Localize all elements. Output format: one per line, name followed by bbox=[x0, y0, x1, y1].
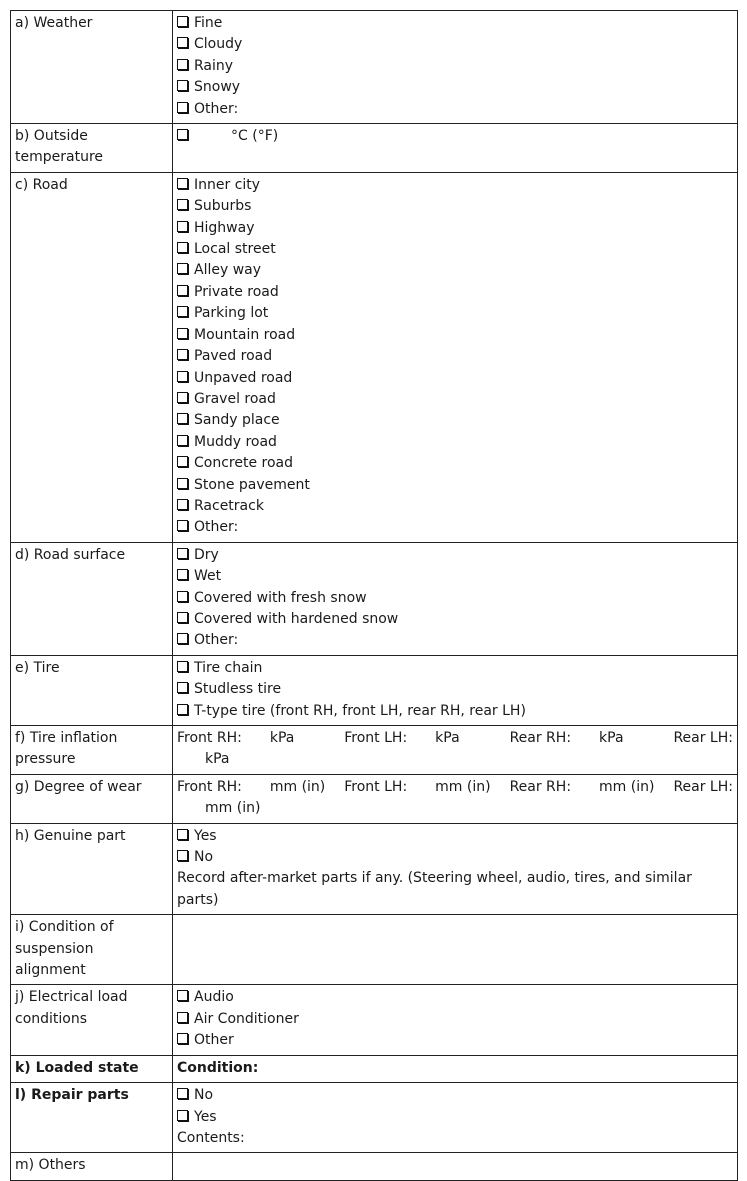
checkbox-option[interactable] bbox=[177, 282, 733, 303]
option-label: Fine bbox=[194, 15, 223, 31]
checkbox-option[interactable] bbox=[177, 701, 733, 722]
checkbox-icon[interactable] bbox=[177, 499, 188, 510]
rear-lh-pressure-field[interactable] bbox=[673, 728, 733, 749]
checkbox-icon[interactable] bbox=[177, 102, 188, 113]
checkbox-option[interactable] bbox=[177, 1030, 733, 1051]
tire-inflation-fields bbox=[173, 726, 738, 775]
row-electrical-load bbox=[11, 985, 738, 1055]
row-loaded-state bbox=[11, 1055, 738, 1082]
checkbox-option[interactable] bbox=[177, 609, 733, 630]
checkbox-icon[interactable] bbox=[177, 392, 188, 403]
checkbox-option[interactable] bbox=[177, 368, 733, 389]
option-label: Cloudy bbox=[194, 36, 243, 53]
option-label: Highway bbox=[194, 219, 255, 236]
checkbox-icon[interactable] bbox=[177, 59, 188, 70]
option-label: Studless tire bbox=[194, 681, 282, 698]
field-unit: kPa bbox=[599, 730, 624, 746]
option-label: Other bbox=[194, 1032, 234, 1049]
checkbox-icon[interactable] bbox=[177, 1012, 188, 1023]
checkbox-option[interactable] bbox=[177, 658, 733, 679]
row-label: j) Electrical load conditions bbox=[11, 985, 173, 1055]
checkbox-option[interactable] bbox=[177, 1009, 733, 1030]
checkbox-option[interactable] bbox=[177, 196, 733, 217]
condition-field[interactable] bbox=[173, 1055, 738, 1082]
checkbox-icon[interactable] bbox=[177, 1033, 188, 1044]
checkbox-icon[interactable] bbox=[177, 1110, 188, 1121]
row-outside-temperature bbox=[11, 124, 738, 173]
checkbox-option[interactable] bbox=[177, 847, 733, 868]
option-label: Unpaved road bbox=[194, 369, 293, 386]
front-rh-pressure-field[interactable] bbox=[177, 728, 294, 749]
checkbox-option[interactable] bbox=[177, 545, 733, 566]
checkbox-icon[interactable] bbox=[177, 850, 188, 861]
option-label: Audio bbox=[194, 989, 234, 1006]
checkbox-option[interactable] bbox=[177, 679, 733, 700]
checkbox-icon[interactable] bbox=[177, 306, 188, 317]
option-label: Tire chain bbox=[194, 659, 263, 676]
row-tire-inflation bbox=[11, 726, 738, 775]
checkbox-icon[interactable] bbox=[177, 16, 188, 27]
field-unit: mm (in) bbox=[599, 778, 655, 795]
field-label: Rear LH: bbox=[673, 730, 733, 746]
checkbox-icon[interactable] bbox=[177, 263, 188, 274]
checkbox-icon[interactable] bbox=[177, 349, 188, 360]
checkbox-icon[interactable] bbox=[177, 829, 188, 840]
option-label: Alley way bbox=[194, 262, 262, 279]
checkbox-option[interactable] bbox=[177, 239, 733, 260]
row-genuine-part bbox=[11, 823, 738, 915]
checkbox-icon[interactable] bbox=[177, 80, 188, 91]
suspension-entry-field[interactable] bbox=[173, 915, 738, 985]
option-label: Covered with hardened snow bbox=[194, 610, 399, 627]
field-label: Rear RH: bbox=[509, 730, 572, 746]
after-market-note: Record after-market parts if any. (Steering wheel, audio, tires, and similar parts) bbox=[177, 870, 692, 908]
checkbox-icon[interactable] bbox=[177, 591, 188, 602]
rear-rh-wear-field[interactable] bbox=[510, 777, 655, 798]
option-label: Wet bbox=[194, 568, 222, 585]
others-entry-field[interactable] bbox=[173, 1153, 738, 1180]
row-label: g) Degree of wear bbox=[11, 774, 173, 823]
tire-options bbox=[173, 655, 738, 725]
checkbox-option[interactable] bbox=[177, 77, 733, 98]
option-label: Inner city bbox=[194, 176, 261, 193]
option-label: Local street bbox=[194, 241, 276, 258]
road-options bbox=[173, 172, 738, 542]
wrapped-unit: kPa bbox=[205, 751, 230, 768]
checkbox-option[interactable] bbox=[177, 13, 733, 34]
field-unit: kPa bbox=[435, 730, 460, 746]
option-label: No bbox=[194, 1087, 214, 1104]
front-rh-wear-field[interactable] bbox=[177, 777, 325, 798]
checkbox-option[interactable] bbox=[177, 389, 733, 410]
field-label: Front RH: bbox=[177, 730, 242, 746]
option-label: Dry bbox=[194, 546, 219, 563]
checkbox-option[interactable] bbox=[177, 325, 733, 346]
checkbox-option[interactable] bbox=[177, 496, 733, 517]
checkbox-icon[interactable] bbox=[177, 633, 188, 644]
checkbox-icon[interactable] bbox=[177, 478, 188, 489]
checkbox-icon[interactable] bbox=[177, 199, 188, 210]
option-label: Concrete road bbox=[194, 455, 294, 472]
field-label: Rear LH: bbox=[673, 778, 733, 795]
row-road bbox=[11, 172, 738, 542]
option-label: Snowy bbox=[194, 79, 241, 96]
field-unit: kPa bbox=[269, 730, 295, 746]
checkbox-icon[interactable] bbox=[177, 569, 188, 580]
checkbox-option[interactable] bbox=[177, 175, 733, 196]
row-label: d) Road surface bbox=[11, 542, 173, 655]
option-label: Racetrack bbox=[194, 497, 264, 514]
front-lh-wear-field[interactable] bbox=[344, 777, 490, 798]
checkbox-option[interactable] bbox=[177, 566, 733, 587]
checkbox-icon[interactable] bbox=[177, 129, 188, 140]
checkbox-icon[interactable] bbox=[177, 612, 188, 623]
field-label: Rear RH: bbox=[509, 778, 572, 795]
rear-lh-wear-field[interactable] bbox=[673, 777, 733, 798]
checkbox-icon[interactable] bbox=[177, 371, 188, 382]
genuine-part-options bbox=[173, 823, 738, 915]
option-label: Rainy bbox=[194, 57, 234, 74]
checkbox-icon[interactable] bbox=[177, 990, 188, 1001]
option-label: Yes bbox=[194, 827, 217, 844]
checkbox-icon[interactable] bbox=[177, 548, 188, 559]
checkbox-option[interactable] bbox=[177, 34, 733, 55]
row-road-surface bbox=[11, 542, 738, 655]
road-surface-options bbox=[173, 542, 738, 655]
checkbox-icon[interactable] bbox=[177, 413, 188, 424]
checkbox-option[interactable] bbox=[177, 1085, 733, 1106]
row-tire bbox=[11, 655, 738, 725]
option-label: Sandy place bbox=[194, 412, 280, 429]
checkbox-icon[interactable] bbox=[177, 456, 188, 467]
checkbox-icon[interactable] bbox=[177, 328, 188, 339]
row-repair-parts bbox=[11, 1083, 738, 1153]
contents-label: Contents: bbox=[177, 1129, 245, 1146]
checkbox-icon[interactable] bbox=[177, 704, 188, 715]
checkbox-icon[interactable] bbox=[177, 661, 188, 672]
row-label: c) Road bbox=[11, 172, 173, 542]
condition-label: Condition: bbox=[177, 1059, 259, 1076]
checkbox-option[interactable] bbox=[177, 987, 733, 1008]
checkbox-icon[interactable] bbox=[177, 1088, 188, 1099]
checkbox-option[interactable] bbox=[177, 826, 733, 847]
option-label: Covered with fresh snow bbox=[194, 589, 367, 606]
option-label: Other: bbox=[194, 100, 239, 117]
option-label: T-type tire (front RH, front LH, rear RH, rear LH) bbox=[194, 702, 526, 719]
checkbox-icon[interactable] bbox=[177, 435, 188, 446]
wear-line bbox=[177, 777, 733, 798]
option-label: Parking lot bbox=[194, 305, 269, 322]
pressure-line bbox=[177, 728, 733, 749]
vehicle-condition-form bbox=[10, 10, 738, 1181]
checkbox-icon[interactable] bbox=[177, 520, 188, 531]
row-weather bbox=[11, 11, 738, 124]
temperature-field bbox=[173, 124, 738, 173]
front-lh-pressure-field[interactable] bbox=[344, 728, 459, 749]
checkbox-icon[interactable] bbox=[177, 682, 188, 693]
row-others bbox=[11, 1153, 738, 1180]
checkbox-option[interactable] bbox=[177, 453, 733, 474]
row-label: l) Repair parts bbox=[11, 1083, 173, 1153]
checkbox-option[interactable] bbox=[177, 1107, 733, 1128]
checkbox-option[interactable] bbox=[177, 588, 733, 609]
electrical-load-options bbox=[173, 985, 738, 1055]
row-label: b) Outside temperature bbox=[11, 124, 173, 173]
field-label: Front LH: bbox=[344, 730, 408, 746]
checkbox-icon[interactable] bbox=[177, 242, 188, 253]
option-label: Gravel road bbox=[194, 390, 276, 407]
option-label: Private road bbox=[194, 283, 279, 300]
checkbox-option[interactable] bbox=[177, 99, 733, 120]
option-label: Muddy road bbox=[194, 433, 277, 450]
checkbox-icon[interactable] bbox=[177, 285, 188, 296]
rear-rh-pressure-field[interactable] bbox=[510, 728, 624, 749]
field-label: Front RH: bbox=[177, 778, 242, 795]
row-label: f) Tire inflation pressure bbox=[11, 726, 173, 775]
row-label: h) Genuine part bbox=[11, 823, 173, 915]
checkbox-icon[interactable] bbox=[177, 178, 188, 189]
repair-parts-options bbox=[173, 1083, 738, 1153]
option-label: Paved road bbox=[194, 348, 273, 365]
row-degree-of-wear bbox=[11, 774, 738, 823]
row-label: m) Others bbox=[11, 1153, 173, 1180]
checkbox-icon[interactable] bbox=[177, 221, 188, 232]
option-label: Stone pavement bbox=[194, 476, 310, 493]
contents-field[interactable] bbox=[177, 1128, 733, 1149]
checkbox-option[interactable] bbox=[177, 126, 733, 147]
row-suspension-alignment bbox=[11, 915, 738, 985]
option-label: Mountain road bbox=[194, 326, 296, 343]
checkbox-option[interactable] bbox=[177, 260, 733, 281]
option-label: Yes bbox=[194, 1108, 217, 1125]
checkbox-icon[interactable] bbox=[177, 37, 188, 48]
row-label: i) Condition of suspension alignment bbox=[11, 915, 173, 985]
field-unit: mm (in) bbox=[435, 778, 491, 795]
degree-of-wear-fields bbox=[173, 774, 738, 823]
checkbox-option[interactable] bbox=[177, 218, 733, 239]
field-label: Front LH: bbox=[344, 778, 408, 795]
checkbox-option[interactable] bbox=[177, 475, 733, 496]
temperature-unit: °C (°F) bbox=[231, 128, 279, 145]
option-label: Air Conditioner bbox=[194, 1010, 299, 1027]
row-label: a) Weather bbox=[11, 11, 173, 124]
weather-options bbox=[173, 11, 738, 124]
option-label: Suburbs bbox=[194, 198, 252, 215]
checkbox-option[interactable] bbox=[177, 630, 733, 651]
option-label: Other: bbox=[194, 519, 239, 536]
row-label: e) Tire bbox=[11, 655, 173, 725]
row-label: k) Loaded state bbox=[11, 1055, 173, 1082]
option-label: No bbox=[194, 849, 214, 866]
option-label: Other: bbox=[194, 632, 239, 649]
checkbox-option[interactable] bbox=[177, 56, 733, 77]
field-unit: mm (in) bbox=[269, 778, 326, 795]
checkbox-option[interactable] bbox=[177, 432, 733, 453]
checkbox-option[interactable] bbox=[177, 410, 733, 431]
checkbox-option[interactable] bbox=[177, 517, 733, 538]
checkbox-option[interactable] bbox=[177, 346, 733, 367]
checkbox-option[interactable] bbox=[177, 303, 733, 324]
wrapped-unit: mm (in) bbox=[205, 800, 261, 817]
